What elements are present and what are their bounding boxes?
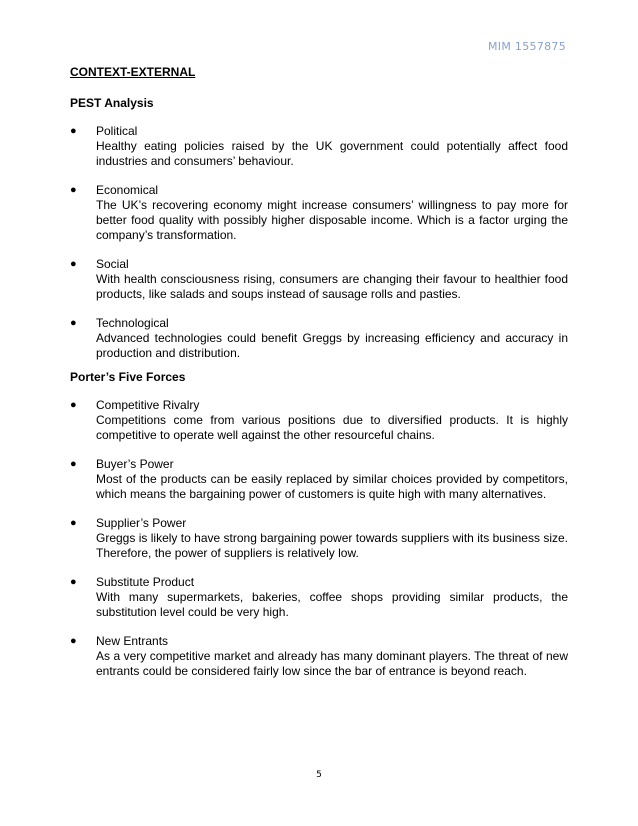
bullet-icon: ● (70, 576, 77, 588)
porter-item-text: Greggs is likely to have strong bargaining power towards suppliers with its business size. Therefore, the power of suppliers is relatively low. (96, 531, 568, 560)
pest-item-text: Healthy eating policies raised by the UK government could potentially affect food industries and consumers’ behaviour. (96, 139, 568, 168)
porter-item-suppliers-power (70, 516, 568, 561)
porter-item-title: Supplier’s Power (96, 516, 187, 530)
pest-item-political (70, 124, 568, 169)
porter-item-competitive-rivalry (70, 398, 568, 443)
pest-item-social (70, 257, 568, 302)
pest-item-text: With health consciousness rising, consumers are changing their favour to healthier food products, like salads and soups instead of sausage rolls and pasties. (96, 272, 568, 301)
bullet-icon: ● (70, 317, 77, 329)
bullet-icon: ● (70, 184, 77, 196)
pest-heading: PEST Analysis (70, 96, 154, 110)
pest-item-title: Social (96, 257, 129, 271)
bullet-icon: ● (70, 125, 77, 137)
porter-item-text: As a very competitive market and already has many dominant players. The threat of new entrants could be considered fairly low since the bar of entrance is beyond reach. (96, 649, 568, 678)
porter-item-title: New Entrants (96, 634, 169, 648)
porter-item-text: With many supermarkets, bakeries, coffee shops providing similar products, the substitution level could be very high. (96, 590, 568, 619)
pest-item-text: The UK’s recovering economy might increase consumers’ willingness to pay more for better food quality with possibly higher disposable income. Which is a factor urging the company’s transformation. (96, 198, 568, 242)
porter-item-new-entrants (70, 634, 568, 679)
bullet-icon: ● (70, 258, 77, 270)
porter-item-title: Buyer’s Power (96, 457, 174, 471)
pest-item-title: Political (96, 124, 138, 138)
porter-item-text: Competitions come from various positions due to diversified products. It is highly competitive to operate well against the other resourceful chains. (96, 413, 568, 442)
pest-item-title: Economical (96, 183, 159, 197)
porter-item-substitute-product (70, 575, 568, 620)
bullet-icon: ● (70, 635, 77, 647)
section-title: CONTEXT-EXTERNAL (70, 65, 196, 79)
pest-item-economical (70, 183, 568, 243)
pest-item-title: Technological (96, 316, 169, 330)
pest-item-technological (70, 316, 568, 361)
porter-list (70, 398, 568, 679)
bullet-icon: ● (70, 517, 77, 529)
bullet-icon: ● (70, 458, 77, 470)
header-reference: MIM 1557875 (487, 40, 566, 53)
bullet-icon: ● (70, 399, 77, 411)
page-number: 5 (316, 770, 322, 780)
porter-item-title: Competitive Rivalry (96, 398, 200, 412)
porter-item-text: Most of the products can be easily replaced by similar choices provided by competitors, which means the bargaining power of customers is quite high with many alternatives. (96, 472, 568, 501)
porter-item-title: Substitute Product (96, 575, 195, 589)
pest-item-text: Advanced technologies could benefit Greggs by increasing efficiency and accuracy in production and distribution. (96, 331, 568, 360)
pest-list (70, 124, 568, 361)
porter-item-buyers-power (70, 457, 568, 502)
document-body (70, 65, 568, 693)
porter-heading: Porter’s Five Forces (70, 370, 186, 384)
